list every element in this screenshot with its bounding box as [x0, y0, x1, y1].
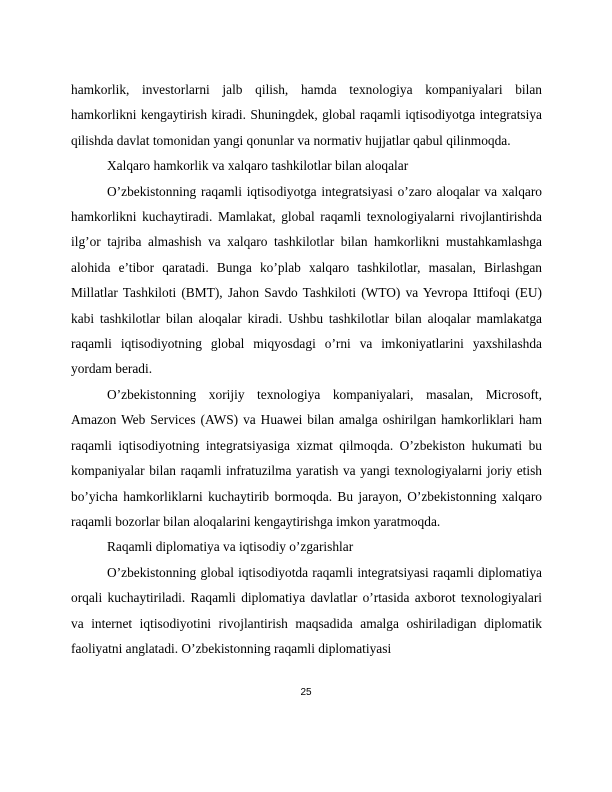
section-heading-international-cooperation: Xalqaro hamkorlik va xalqaro tashkilotlar bilan aloqalar [107, 158, 409, 174]
page-number: 25 [300, 687, 312, 698]
paragraph-continuation: hamkorlik, investorlarni jalb qilish, hamda texnologiya kompaniyalari bilan hamkorlikni kengaytirish kiradi. Shuningdek, global raqamli iqtisodiyotga integratsiya qilishda davlat tomonidan yangi qonunlar va normativ hujjatlar qabul qilinmoqda. [71, 82, 542, 148]
paragraph-tech-companies: O’zbekistonning xorijiy texnologiya kompaniyalari, masalan, Microsoft, Amazon Web Services (AWS) va Huawei bilan amalga oshirilgan hamkorliklari ham raqamli iqtisodiyotning integratsiyasiga xizmat qilmoqda. O’zbekiston hukumati bu kompaniyalar bilan raqamli infratuzilma yaratish va yangi texnologiyalarni joriy etish bo’yicha hamkorliklarni kuchaytirib bormoqda. Bu jarayon, O’zbekistonning xalqaro raqamli bozorlar bilan aloqalarini kengaytirishga imkon yaratmoqda. [71, 386, 542, 529]
body-text [71, 77, 542, 661]
section-heading-digital-diplomacy: Raqamli diplomatiya va iqtisodiy o’zgarishlar [107, 539, 354, 555]
paragraph-international-organizations: O’zbekistonning raqamli iqtisodiyotga integratsiyasi o’zaro aloqalar va xalqaro hamkorlikni kuchaytiradi. Mamlakat, global raqamli texnologiyalarni rivojlantirishda ilg’or tajriba almashish va xalqaro tashkilotlar bilan hamkorlikni mustahkamlashga alohida e’tibor qaratadi. Bunga ko’plab xalqaro tashkilotlar, masalan, Birlashgan Millatlar Tashkiloti (BMT), Jahon Savdo Tashkiloti (WTO) va Yevropa Ittifoqi (EU) kabi tashkilotlar bilan aloqalar kiradi. Ushbu tashkilotlar bilan aloqalar mamlakatga raqamli iqtisodiyotning global miqyosdagi o’rni va imkoniyatlarini yaxshilashda yordam beradi. [71, 183, 542, 377]
paragraph-digital-diplomacy: O’zbekistonning global iqtisodiyotda raqamli integratsiyasi raqamli diplomatiya orqali kuchaytiriladi. Raqamli diplomatiya davlatlar o’rtasida axborot texnologiyalari va internet iqtisodiyotini rivojlantirish maqsadida amalga oshiriladigan diplomatik faoliyatni anglatadi. O’zbekistonning raqamli diplomatiyasi [71, 564, 542, 656]
